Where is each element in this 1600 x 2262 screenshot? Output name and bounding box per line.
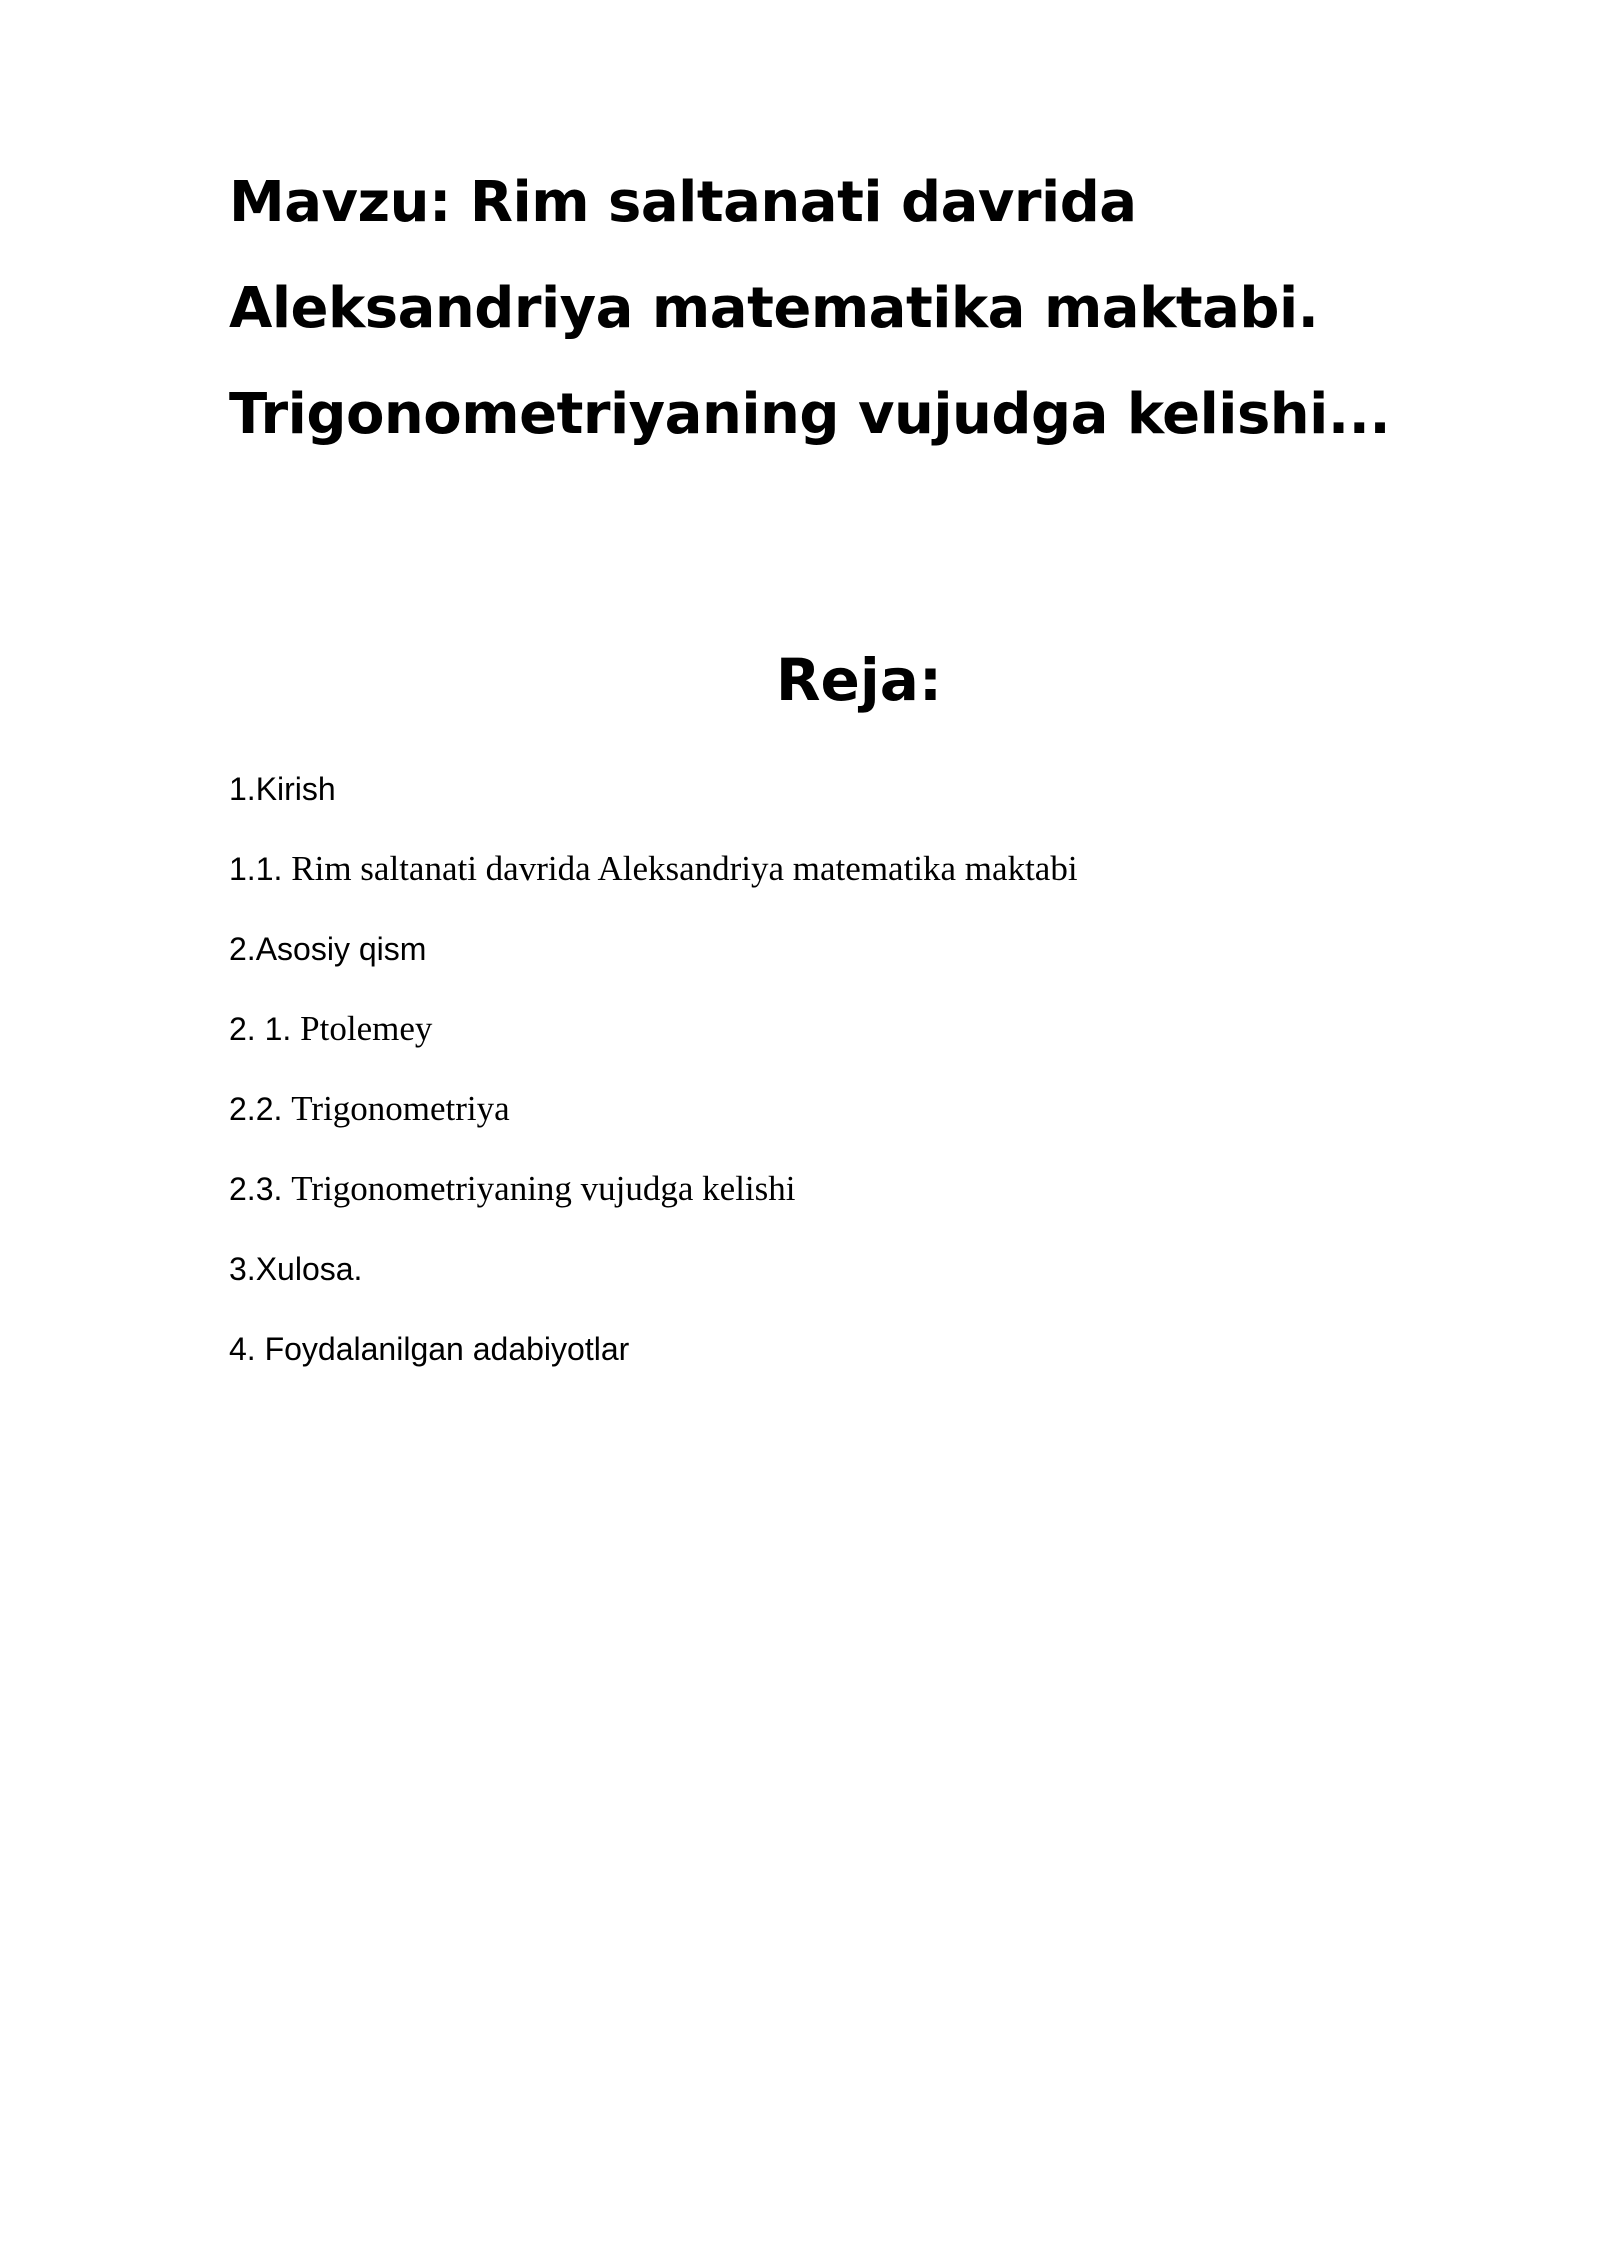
- plan-item-text: Asosiy qism: [255, 931, 427, 967]
- plan-item-number: 2.3.: [229, 1171, 292, 1207]
- plan-item-trigonometry-origin: [229, 1164, 1078, 1244]
- plan-item-text: Xulosa.: [255, 1251, 363, 1287]
- plan-item-references: [229, 1324, 1078, 1404]
- plan-item-introduction: [229, 764, 1078, 844]
- title-line: Trigonometriyaning vujudga kelishi...: [229, 382, 1391, 447]
- plan-list: [229, 764, 1078, 1404]
- plan-item-number: 2.: [229, 931, 256, 967]
- plan-item-number: 1.1.: [229, 851, 292, 887]
- document-title: [229, 150, 1429, 468]
- plan-item-number: 4.: [229, 1331, 265, 1367]
- title-line: Mavzu: Rim saltanati davrida: [229, 170, 1137, 235]
- title-line: Aleksandriya matematika maktabi.: [229, 276, 1319, 341]
- plan-item-text: Foydalanilgan adabiyotlar: [264, 1331, 630, 1367]
- plan-item-number: 2.2.: [229, 1091, 292, 1127]
- plan-heading: Reja:: [775, 646, 943, 714]
- plan-item-alexandria-school: [229, 844, 1078, 924]
- plan-item-number: 2. 1.: [229, 1011, 301, 1047]
- plan-item-text: Trigonometriya: [291, 1089, 510, 1128]
- plan-item-text: Kirish: [255, 771, 336, 807]
- plan-item-conclusion: [229, 1244, 1078, 1324]
- plan-item-text: Ptolemey: [300, 1009, 433, 1048]
- plan-item-main-part: [229, 924, 1078, 1004]
- plan-item-text: Rim saltanati davrida Aleksandriya matematika maktabi: [291, 849, 1078, 888]
- plan-item-number: 1.: [229, 771, 256, 807]
- plan-item-trigonometry: [229, 1084, 1078, 1164]
- plan-item-text: Trigonometriyaning vujudga kelishi: [291, 1169, 796, 1208]
- plan-item-number: 3.: [229, 1251, 256, 1287]
- plan-item-ptolemy: [229, 1004, 1078, 1084]
